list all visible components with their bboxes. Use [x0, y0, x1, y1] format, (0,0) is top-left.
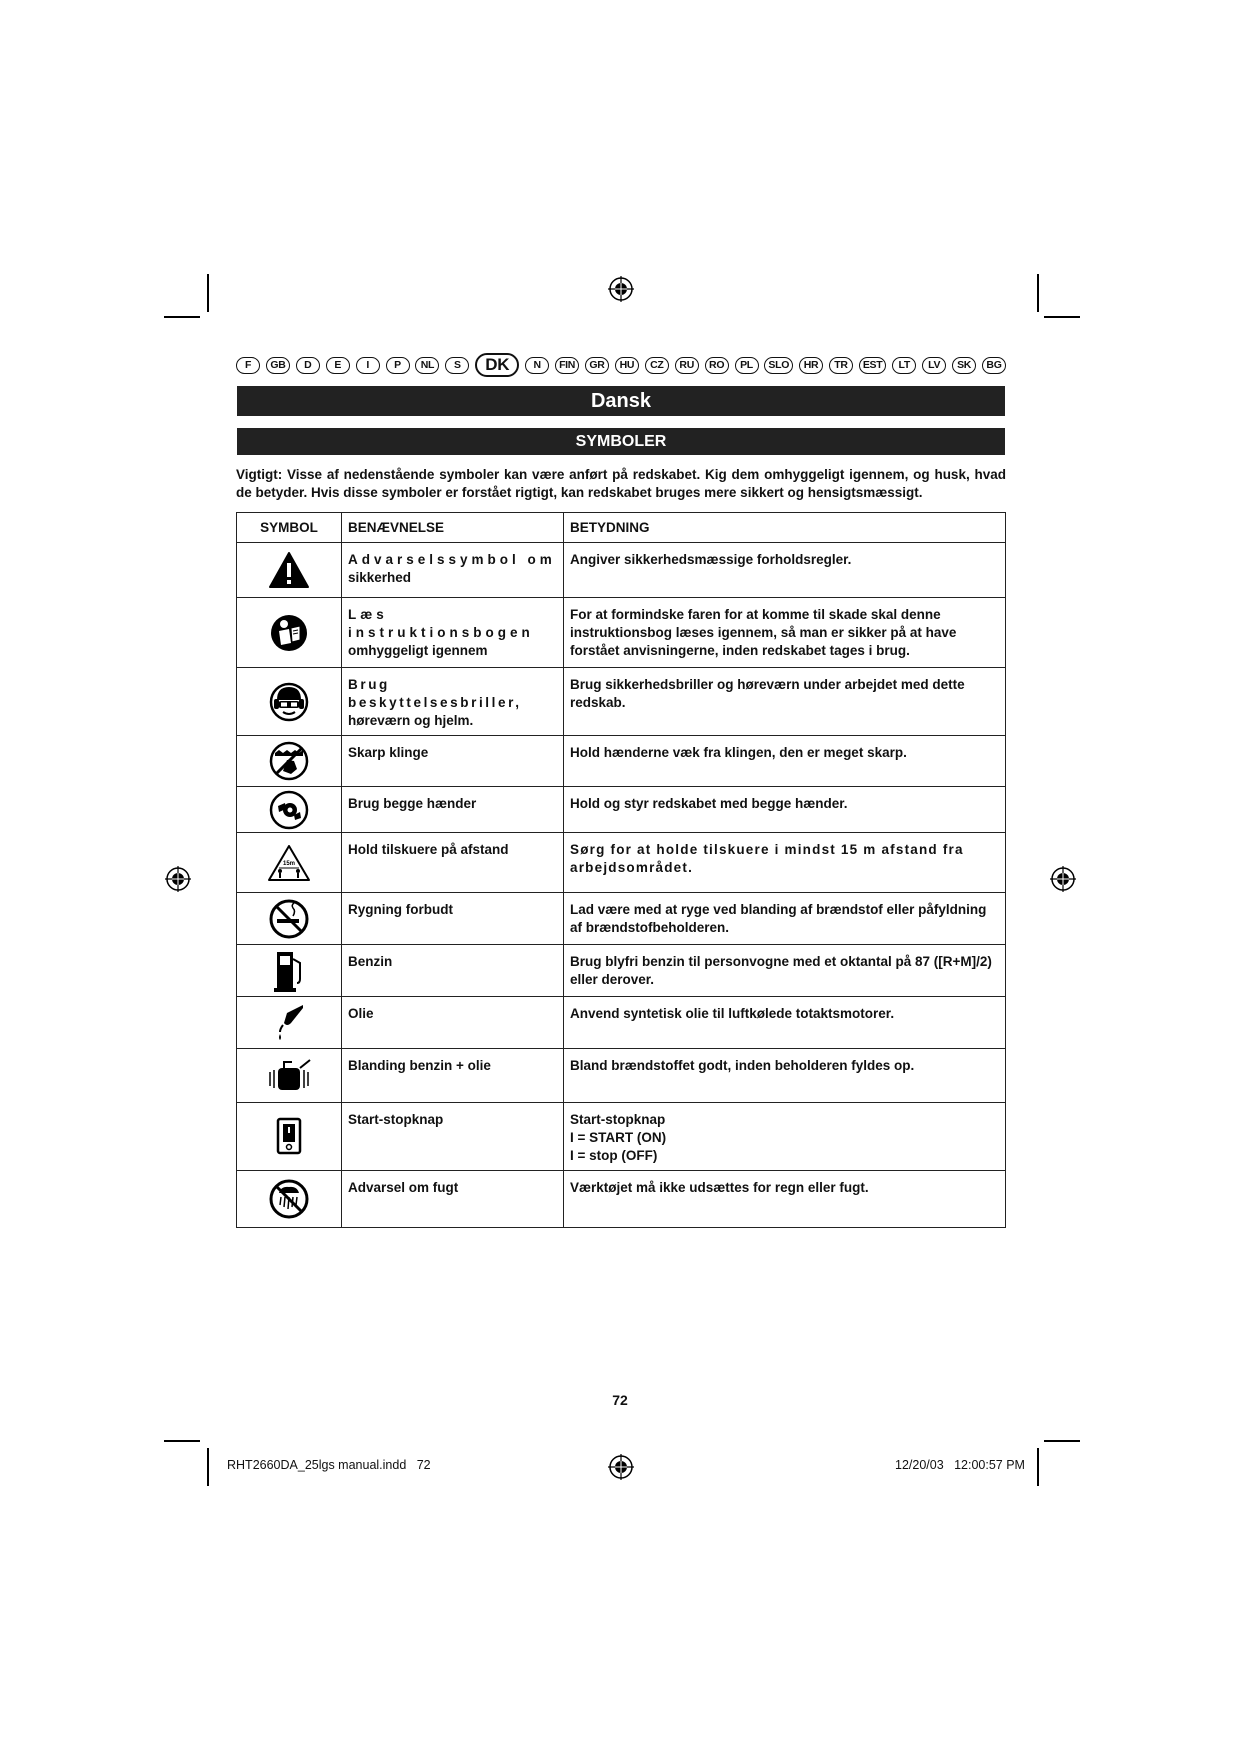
language-tab-cz[interactable]: CZ [645, 357, 669, 374]
read-manual-icon [269, 613, 309, 653]
meaning-cell: Lad være med at ryge ved blanding af brændstof eller påfyldning af brændstofbeholderen. [564, 893, 1006, 945]
keep-distance-icon [267, 844, 311, 882]
symbol-cell [237, 668, 342, 736]
header-name: BENÆVNELSE [342, 513, 564, 543]
registration-mark-icon [608, 276, 634, 302]
language-tab-gr[interactable]: GR [585, 357, 609, 374]
crop-mark [1037, 274, 1039, 312]
distance-label: 15m [282, 860, 296, 867]
symbol-cell [237, 543, 342, 598]
name-text-spaced: Brug beskyttelsesbriller, [348, 677, 522, 710]
symbol-cell [237, 945, 342, 997]
table-row [237, 668, 1006, 736]
symbol-cell [237, 833, 342, 893]
language-tab-ru[interactable]: RU [675, 357, 699, 374]
registration-mark-icon [1050, 866, 1076, 892]
symbol-cell [237, 1103, 342, 1171]
name-text-spaced: Læs instruktionsbogen [348, 607, 534, 640]
both-hands-icon [269, 790, 309, 830]
meaning-cell: For at formindske faren for at komme til skade skal denne instruktionsbog læses igennem, så man er sikker på at have forstået anvisningerne, inden redskabet tages i brug. [564, 598, 1006, 668]
language-tab-hr[interactable]: HR [799, 357, 823, 374]
name-cell: Advarsel om fugt [342, 1171, 564, 1228]
language-tab-hu[interactable]: HU [615, 357, 639, 374]
name-cell: Brug begge hænder [342, 787, 564, 833]
table-row [237, 787, 1006, 833]
language-tab-lv[interactable]: LV [922, 357, 946, 374]
protective-gear-icon [269, 682, 309, 722]
name-cell: Skarp klinge [342, 736, 564, 787]
meaning-cell: Sørg for at holde tilskuere i mindst 15 m afstand fra arbejdsområdet. [564, 833, 1006, 893]
page-number: 72 [612, 1392, 628, 1408]
meaning-cell: Anvend syntetisk olie til luftkølede totaktsmotorer. [564, 997, 1006, 1049]
table-header-row [237, 513, 1006, 543]
name-cell: Start-stopknap [342, 1103, 564, 1171]
language-tab-fin[interactable]: FIN [555, 357, 579, 374]
language-tab-n[interactable]: N [525, 357, 549, 374]
no-smoking-icon [269, 899, 309, 939]
fuel-mix-icon [264, 1056, 314, 1096]
language-tab-dk-active[interactable]: DK [475, 353, 519, 377]
meaning-line: Start-stopknap [570, 1112, 666, 1127]
language-tab-gb[interactable]: GB [266, 357, 290, 374]
section-title: SYMBOLER [237, 428, 1005, 455]
language-tab-slo[interactable]: SLO [764, 357, 793, 374]
table-row [237, 1103, 1006, 1171]
symbol-cell [237, 736, 342, 787]
language-tab-lt[interactable]: LT [892, 357, 916, 374]
table-row [237, 1049, 1006, 1103]
language-tab-i[interactable]: I [356, 357, 380, 374]
header-meaning: BETYDNING [564, 513, 1006, 543]
meaning-line: I = stop (OFF) [570, 1148, 658, 1163]
crop-mark [164, 316, 200, 318]
symbol-cell [237, 997, 342, 1049]
sharp-blade-icon [269, 741, 309, 781]
language-tab-tr[interactable]: TR [829, 357, 853, 374]
language-tab-e[interactable]: E [326, 357, 350, 374]
name-cell: Olie [342, 997, 564, 1049]
meaning-cell: Bland brændstoffet godt, inden beholderen fyldes op. [564, 1049, 1006, 1103]
oil-can-icon [267, 1001, 311, 1045]
start-stop-switch-icon [269, 1115, 309, 1159]
symbol-cell [237, 1171, 342, 1228]
page-title: Dansk [237, 386, 1005, 416]
symbol-cell [237, 598, 342, 668]
footer-date: 12/20/03 12:00:57 PM [895, 1458, 1025, 1472]
name-cell [342, 543, 564, 598]
language-tab-nl[interactable]: NL [415, 357, 439, 374]
language-selector [236, 354, 1006, 376]
meaning-cell: Hold og styr redskabet med begge hænder. [564, 787, 1006, 833]
symbol-cell [237, 1049, 342, 1103]
name-cell [342, 598, 564, 668]
table-row [237, 833, 1006, 893]
footer-filename: RHT2660DA_25lgs manual.indd 72 [227, 1458, 431, 1472]
symbol-cell [237, 787, 342, 833]
registration-mark-icon [165, 866, 191, 892]
table-row [237, 945, 1006, 997]
table-row [237, 893, 1006, 945]
language-tab-s[interactable]: S [445, 357, 469, 374]
crop-mark [207, 1448, 209, 1486]
header-symbol: SYMBOL [237, 513, 342, 543]
crop-mark [164, 1440, 200, 1442]
table-row [237, 1171, 1006, 1228]
intro-text: Vigtigt: Visse af nedenstående symboler kan være anført på redskabet. Kig dem omhyggeligt igennem, og husk, hvad de betyder. Hvis disse symboler er forstået rigtigt, kan redskabet bruges mere sikkert og hensigtsmæssigt. [236, 467, 1006, 500]
language-tab-bg[interactable]: BG [982, 357, 1006, 374]
crop-mark [1037, 1448, 1039, 1486]
warning-triangle-icon [268, 551, 310, 589]
registration-mark-icon [608, 1454, 634, 1480]
name-cell: Benzin [342, 945, 564, 997]
symbols-table [236, 512, 1006, 1228]
language-tab-sk[interactable]: SK [952, 357, 976, 374]
table-row [237, 543, 1006, 598]
no-rain-icon [269, 1179, 309, 1219]
name-text: omhyggeligt igennem [348, 643, 488, 658]
crop-mark [207, 274, 209, 312]
name-text: høreværn og hjelm. [348, 713, 474, 728]
language-tab-ro[interactable]: RO [705, 357, 729, 374]
language-tab-p[interactable]: P [386, 357, 410, 374]
meaning-cell: Brug blyfri benzin til personvogne med et oktantal på 87 ([R+M]/2) eller derover. [564, 945, 1006, 997]
language-tab-pl[interactable]: PL [735, 357, 759, 374]
name-text-spaced: Advarselssymbol om [348, 552, 556, 567]
table-row [237, 598, 1006, 668]
fuel-pump-icon [269, 949, 309, 993]
name-cell: Blanding benzin + olie [342, 1049, 564, 1103]
symbol-cell [237, 893, 342, 945]
language-tab-d[interactable]: D [296, 357, 320, 374]
name-cell: Rygning forbudt [342, 893, 564, 945]
meaning-cell: Værktøjet må ikke udsættes for regn eller fugt. [564, 1171, 1006, 1228]
meaning-cell [564, 1103, 1006, 1171]
language-tab-f[interactable]: F [236, 357, 260, 374]
crop-mark [1044, 1440, 1080, 1442]
meaning-line: I = START (ON) [570, 1130, 667, 1145]
crop-mark [1044, 316, 1080, 318]
meaning-cell: Brug sikkerhedsbriller og høreværn under arbejdet med dette redskab. [564, 668, 1006, 736]
meaning-cell: Hold hænderne væk fra klingen, den er meget skarp. [564, 736, 1006, 787]
name-text: sikkerhed [348, 570, 412, 585]
table-row [237, 997, 1006, 1049]
name-cell: Hold tilskuere på afstand [342, 833, 564, 893]
table-row [237, 736, 1006, 787]
name-cell [342, 668, 564, 736]
language-tab-est[interactable]: EST [859, 357, 887, 374]
meaning-cell: Angiver sikkerhedsmæssige forholdsregler. [564, 543, 1006, 598]
